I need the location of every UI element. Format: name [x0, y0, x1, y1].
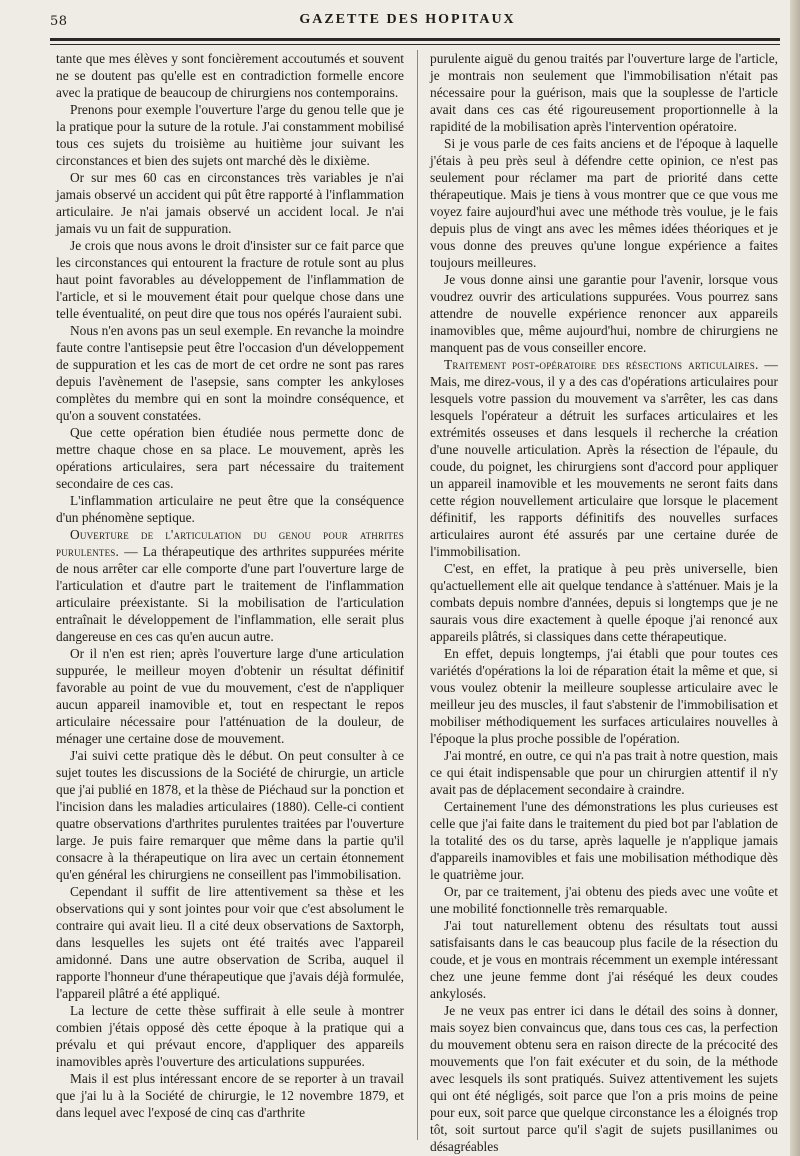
page-header [50, 10, 765, 34]
paragraph: Que cette opération bien étudiée nous permette donc de mettre chaque chose en sa place. Le mouvement, après les opérations articulaires, sera part nécessaire du traitement secondaire de ces cas. [56, 425, 404, 491]
section-heading: Traitement post-opératoire des résections articulaires. — [444, 357, 778, 372]
paragraph: Je ne veux pas entrer ici dans le détail des soins à donner, mais soyez bien convaincus que, dans tous ces cas, la perfection du mouvement obtenu sera en raison directe de la précocité des mouvements que l'on fait exécuter et du soin, de la méthode avec lesquels ils sont pratiqués. Suivez attentivement les sujets qui ont été négligés, soit parce que l'on a pris moins de peine pour eux, soit parce que quelque circonstance les a éloignés trop tôt, soit surtout parce qu'il s'agit de sujets pusillanimes ou désagréables [430, 1003, 778, 1154]
paragraph: C'est, en effet, la pratique à peu près universelle, bien qu'actuellement elle ait quelque tendance à s'atténuer. Mais je la combats depuis nombre d'années, depuis si longtemps que je ne saurais vous dire exactement à quelle époque j'ai renoncé aux appareils plâtrés, si classiques dans cette thérapeutique. [430, 561, 778, 644]
journal-title: GAZETTE DES HOPITAUX [299, 12, 516, 27]
page-number: 58 [50, 14, 68, 29]
left-column [56, 50, 404, 1140]
paragraph: La lecture de cette thèse suffirait à elle seule à montrer combien j'étais opposé dès cette époque à la pratique qui a prévalu et qui prévaut encore, d'appliquer des appareils inamovibles après l'ouverture des articulations suppurées. [56, 1003, 404, 1069]
section-body: Mais, me direz-vous, il y a des cas d'opérations articulaires pour lesquels votre passion du mouvement va s'arrêter, les cas dans lesquels l'opérateur a détruit les surfaces articulaires et les extrémités osseuses et dans lesquels il recherche la création d'une nouvelle articulation. Après la résection de l'épaule, du coude, du poignet, les chirurgiens sont d'accord pour appliquer un appareil inamovible et les mouvements ne seront faits dans cette région nouvellement articulaire que lorsque le placement définitif, les rapports définitifs des nouvelles surfaces articulaires auront été assurés par une certaine durée de l'immobilisation. [430, 374, 778, 559]
paragraph: J'ai suivi cette pratique dès le début. On peut consulter à ce sujet toutes les discussions de la Société de chirurgie, un article que j'ai publié en 1878, et la thèse de Piéchaud sur la ponction et l'incision dans les maladies articulaires (1880). Celle-ci contient quatre observations d'arthrites purulentes traitées par l'ouverture large. Je puis faire remarquer que même dans la partie qu'il consacre à la thérapeutique on lira avec un certain étonnement qu'en général les chirurgiens ne conseillent pas l'immobilisation. [56, 748, 404, 882]
text-columns [56, 50, 780, 1154]
paragraph: Je crois que nous avons le droit d'insister sur ce fait parce que les circonstances qui entourent la fracture de rotule sont au plus haut point favorables au développement de l'inflammation de l'article, et si le mouvement était pour quelque chose dans une telle éventualité, on peut dire que tous nos opérés l'auraient subi. [56, 238, 404, 321]
paragraph: En effet, depuis longtemps, j'ai établi que pour toutes ces variétés d'opérations la loi de réparation était la même et que, si vous voulez obtenir la meilleure souplesse articulaire avec le meilleur jeu des muscles, il faut s'abstenir de l'immobilisation et mobiliser méthodiquement les surfaces articulaires nouvelles à l'époque la plus proche possible de l'opération. [430, 646, 778, 746]
paragraph: Or sur mes 60 cas en circonstances très variables je n'ai jamais observé un accident qui pût être rapporté à l'inflammation articulaire. Je n'ai jamais observé un accident local. Je n'ai jamais vu un fait de suppuration. [56, 170, 404, 236]
header-rule-thin [50, 44, 780, 45]
paragraph: Nous n'en avons pas un seul exemple. En revanche la moindre faute contre l'antisepsie peut être l'occasion d'un développement de suppuration et les cas de mort de cet ordre ne sont pas rares depuis l'avènement de l'asepsie, sans compter les ankyloses complètes du membre qui en sont la moindre conséquence, et qu'on a souvent constatées. [56, 323, 404, 423]
page-edge [790, 0, 800, 1156]
paragraph: Prenons pour exemple l'ouverture l'arge du genou telle que je la pratique pour la suture de la rotule. J'ai constamment mobilisé tous ces sujets du troisième au huitième jour suivant les circonstances et bien des sujets ont marché dès le dixième. [56, 102, 404, 168]
section-paragraph [430, 356, 778, 560]
section-paragraph [56, 526, 404, 645]
paragraph: Certainement l'une des démonstrations les plus curieuses est celle que j'ai faite dans le traitement du pied bot par l'ablation de la totalité des os du tarse, après laquelle je n'applique jamais d'appareils inamovibles et fais une mobilisation méthodique dès le quatrième jour. [430, 799, 778, 882]
right-column [430, 50, 778, 1154]
section-body: La thérapeutique des arthrites suppurées mérite de nous arrêter car elle comporte d'une part l'ouverture large de l'articulation et d'autre part le traitement de l'inflammation articulaire préexistante. Si la mobilisation de l'articulation entraînait le développement de l'inflammation, elle serait plus dangereuse en ces cas qu'en aucun autre. [56, 544, 404, 644]
paragraph: Cependant il suffit de lire attentivement sa thèse et les observations qui y sont jointes pour voir que c'est absolument le contraire qui avait lieu. Il a cité deux observations de Saxtorph, dans lesquelles les sujets ont été traités avec l'appareil amidonné. Dans une autre observation de Scriba, auquel il rapporte l'honneur d'une thérapeutique que j'avais déjà formulée, l'appareil plâtré a été appliqué. [56, 884, 404, 1001]
column-divider [417, 50, 418, 1140]
paragraph: J'ai tout naturellement obtenu des résultats tout aussi satisfaisants dans le cas beaucoup plus facile de la résection du coude, et je vous en montrais récemment un exemple intéressant chez une jeune femme dont j'ai réséqué les deux coudes ankylosés. [430, 918, 778, 1001]
header-rule [50, 38, 780, 41]
paragraph: J'ai montré, en outre, ce qui n'a pas trait à notre question, mais ce qui était indispensable que pour un chirurgien attentif il n'y avait pas de déplacement secondaire à craindre. [430, 748, 778, 797]
paragraph: Mais il est plus intéressant encore de se reporter à un travail que j'ai lu à la Société de chirurgie, le 12 novembre 1879, et dans lequel avec l'exposé de cinq cas d'arthrite [56, 1071, 404, 1120]
paragraph: Or il n'en est rien; après l'ouverture large d'une articulation suppurée, le meilleur moyen d'obtenir un résultat définitif favorable au point de vue du mouvement, c'est de n'appliquer aucun appareil inamovible et, tout en respectant le repos articulaire nécessaire pour l'atténuation de la douleur, de ménager une certaine dose de mouvement. [56, 646, 404, 746]
paragraph: L'inflammation articulaire ne peut être que la conséquence d'un phénomène septique. [56, 493, 404, 525]
paragraph: tante que mes élèves y sont foncièrement accoutumés et souvent ne se doutent pas qu'elle est en contradiction formelle encore avec la pratique de beaucoup de chirurgiens nos contemporains. [56, 51, 404, 100]
paragraph: Or, par ce traitement, j'ai obtenu des pieds avec une voûte et une mobilité fonctionnelle très remarquable. [430, 884, 778, 916]
paragraph: purulente aiguë du genou traités par l'ouverture large de l'article, je montrais non seulement que l'immobilisation n'était pas nécessaire pour la guérison, mais que la souplesse de l'article avait dans ces cas été rigoureusement proportionnelle à la rapidité de la mobilisation après l'intervention opératoire. [430, 51, 778, 134]
paragraph: Je vous donne ainsi une garantie pour l'avenir, lorsque vous voudrez ouvrir des articulations suppurées. Vous pourrez sans attendre de nouvelle expérience renoncer aux appareils inamovibles que, même aujourd'hui, nombre de chirurgiens ne manquent pas de vous conseiller encore. [430, 272, 778, 355]
section-heading: Ouverture de l'articulation du genou pour athrites purulentes. — [56, 527, 404, 559]
paragraph: Si je vous parle de ces faits anciens et de l'époque à laquelle j'étais à peu près seul à défendre cette opinion, ce n'est pas seulement pour réclamer ma part de priorité dans cette thérapeutique. Mais je tiens à vous montrer que ce que vous me voyez faire aujourd'hui avec une méthode très voulue, je le fais depuis plus de vingt ans avec les mêmes idées théoriques et je vous donne des preuves qu'une longue expérience a faites toujours meilleures. [430, 136, 778, 270]
